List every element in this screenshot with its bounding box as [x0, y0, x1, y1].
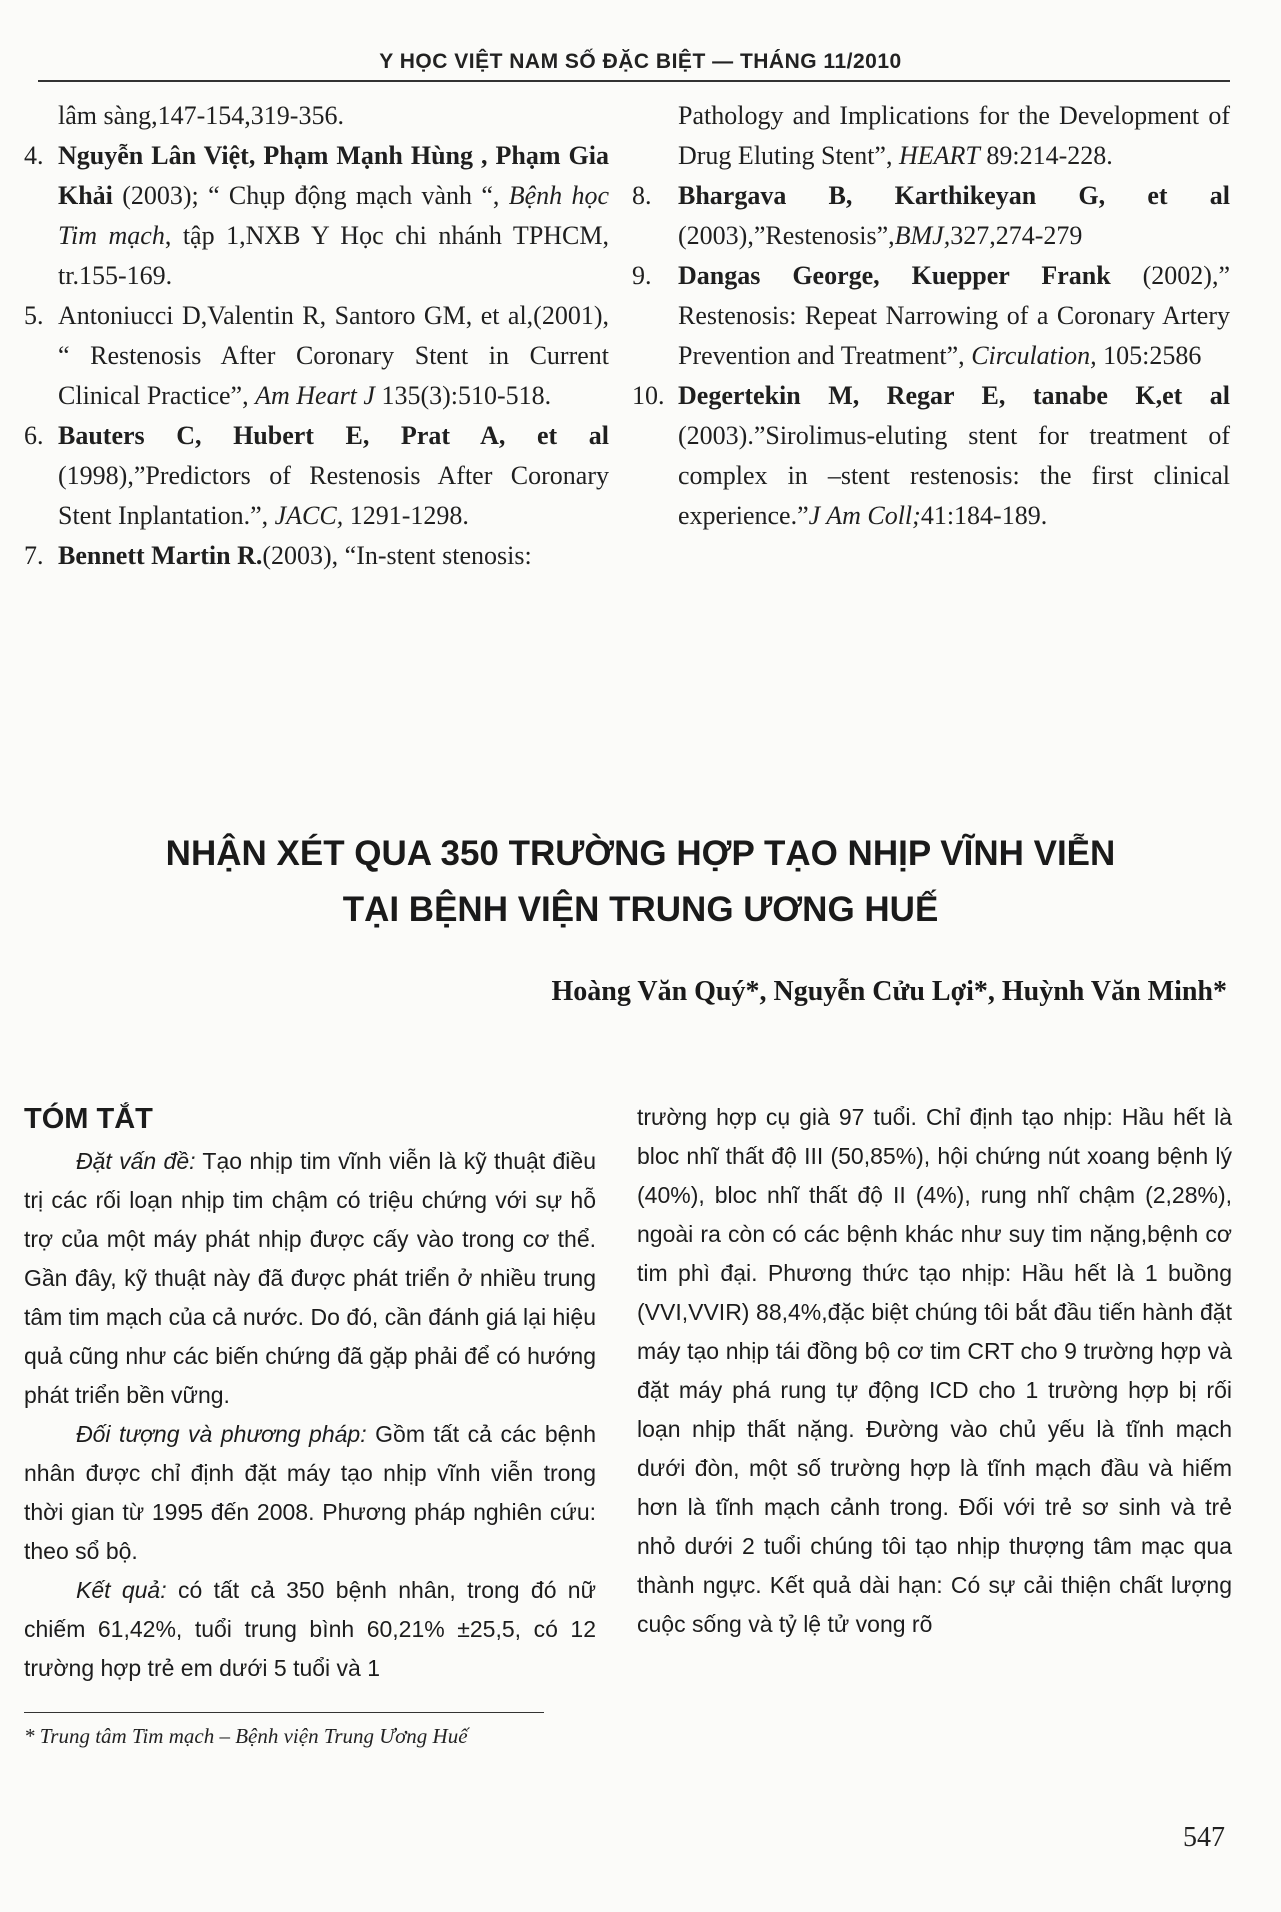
abstract-paragraph: [24, 1415, 596, 1571]
footnote-rule: [24, 1712, 544, 1713]
abstract-left-column: [24, 1098, 596, 1688]
paragraph-lead: Đặt vấn đề:: [76, 1148, 196, 1174]
reference-journal: Circulation,: [971, 341, 1097, 370]
reference-item: [632, 176, 1230, 256]
reference-journal: Am Heart J: [255, 381, 375, 410]
reference-text: (2003); “ Chụp động mạch vành “,: [112, 181, 509, 210]
affiliation-footnote: * Trung tâm Tim mạch – Bệnh viện Trung Ương Huế: [24, 1724, 468, 1748]
article-title-line-2: TẠI BỆNH VIỆN TRUNG ƯƠNG HUẾ: [342, 890, 939, 929]
page-number: 547: [1183, 1822, 1225, 1853]
reference-authors: Bhargava B, Karthikeyan G, et al: [678, 181, 1230, 210]
reference-text: (2003),”Restenosis”,: [678, 221, 895, 250]
reference-tail: , tập 1,NXB Y Học chi nhánh TPHCM, tr.155-169.: [58, 221, 610, 290]
reference-number: 7.: [24, 541, 44, 570]
reference-journal: JACC,: [274, 501, 344, 530]
reference-journal: Bệnh học Tim mạch: [58, 181, 609, 250]
reference-number: 4.: [24, 141, 44, 170]
reference-authors: Nguyễn Lân Việt, Phạm Mạnh Hùng , Phạm Gia Khải: [58, 141, 609, 210]
reference-number: 6.: [24, 421, 44, 450]
reference-tail: 327,274-279: [950, 221, 1083, 250]
paragraph-lead: Đối tượng và phương pháp:: [76, 1421, 367, 1447]
reference-journal: HEART: [898, 141, 980, 170]
abstract-paragraph: [24, 1142, 596, 1415]
reference-text: Pathology and Implications for the Development of Drug Eluting Stent”,: [678, 101, 1230, 170]
reference-text: lâm sàng,147-154,319-356.: [58, 101, 344, 130]
paragraph-text: Gồm tất cả các bệnh nhân được chỉ định đặt máy tạo nhịp vĩnh viễn trong thời gian từ 1995 đến 2008. Phương pháp nghiên cứu: theo sổ bộ.: [24, 1421, 596, 1564]
reference-tail: 1291-1298.: [343, 501, 469, 530]
reference-text: (2003), “In-stent stenosis:: [262, 541, 532, 570]
reference-number: 8.: [632, 181, 652, 210]
paragraph-lead: Kết quả:: [76, 1577, 167, 1603]
reference-tail: 105:2586: [1096, 341, 1202, 370]
reference-item: [24, 416, 609, 536]
running-head: Y HỌC VIỆT NAM SỐ ĐẶC BIỆT — THÁNG 11/2010: [379, 50, 902, 73]
abstract-paragraph: [24, 1571, 596, 1688]
reference-journal: J Am Coll;: [808, 501, 921, 530]
reference-text: (2002),” Restenosis: Repeat Narrowing of a Coronary Artery Prevention and Treatment”,: [678, 261, 1231, 370]
article-title-line-1: NHẬN XÉT QUA 350 TRƯỜNG HỢP TẠO NHỊP VĨNH VIỄN: [165, 834, 1116, 873]
reference-item: [632, 256, 1230, 376]
reference-number: 5.: [24, 301, 44, 330]
article-authors: Hoàng Văn Quý*, Nguyễn Cửu Lợi*, Huỳnh Văn Minh*: [551, 976, 1227, 1007]
paragraph-text: có tất cả 350 bệnh nhân, trong đó nữ chiếm 61,42%, tuổi trung bình 60,21% ±25,5, có 12 trường hợp trẻ em dưới 5 tuổi và 1: [24, 1577, 596, 1681]
article-title: [0, 826, 1281, 938]
abstract-right-column: [637, 1098, 1232, 1644]
reference-tail: 135(3):510-518.: [374, 381, 552, 410]
reference-authors: Degertekin M, Regar E, tanabe K,et al: [678, 381, 1230, 410]
reference-item: [24, 96, 609, 136]
reference-authors: Bennett Martin R.: [58, 541, 263, 570]
reference-authors: Dangas George, Kuepper Frank: [678, 261, 1111, 290]
abstract-heading: TÓM TẮT: [24, 1103, 153, 1135]
reference-item: [24, 296, 609, 416]
reference-number: 9.: [632, 261, 652, 290]
reference-item: [24, 536, 609, 576]
reference-tail: 89:214-228.: [979, 141, 1113, 170]
reference-tail: 41:184-189.: [920, 501, 1048, 530]
reference-authors: Bauters C, Hubert E, Prat A, et al: [58, 421, 609, 450]
reference-text: Antoniucci D,Valentin R, Santoro GM, et al,(2001), “ Restenosis After Coronary Stent in Current Clinical Practice”,: [58, 301, 609, 410]
reference-item: [632, 376, 1230, 536]
reference-item: [632, 96, 1230, 176]
paragraph-text: Tạo nhịp tim vĩnh viễn là kỹ thuật điều trị các rối loạn nhịp tim chậm có triệu chứng với sự hỗ trợ của một máy phát nhịp được cấy vào trong cơ thể. Gần đây, kỹ thuật này đã được phát triển ở nhiều trung tâm tim mạch của cả nước. Do đó, cần đánh giá lại hiệu quả cũng như các biến chứng đã gặp phải để có hướng phát triển bền vững.: [24, 1148, 596, 1408]
references-left-column: [24, 96, 609, 576]
header-rule: [38, 80, 1230, 82]
reference-journal: BMJ,: [894, 221, 951, 250]
reference-text: (2003).”Sirolimus-eluting stent for treatment of complex in –stent restenosis: the first clinical experience.”: [678, 421, 1230, 530]
reference-number: 10.: [632, 381, 665, 410]
reference-item: [24, 136, 609, 296]
abstract-paragraph: trường hợp cụ già 97 tuổi. Chỉ định tạo nhịp: Hầu hết là bloc nhĩ thất độ III (50,85%), hội chứng nút xoang bệnh lý (40%), bloc nhĩ thất độ II (4%), rung nhĩ chậm (2,28%), ngoài ra còn có các bệnh khác như suy tim nặng,bệnh cơ tim phì đại. Phương thức tạo nhịp: Hầu hết là 1 buồng (VVI,VVIR) 88,4%,đặc biệt chúng tôi bắt đầu tiến hành đặt máy tạo nhịp tái đồng bộ cơ tim CRT cho 9 trường hợp và đặt máy phá rung tự động ICD cho 1 trường hợp bị rối loạn nhịp thất nặng. Đường vào chủ yếu là tĩnh mạch dưới đòn, một số trường hợp là tĩnh mạch đầu và hiếm hơn là tĩnh mạch cảnh trong. Đối với trẻ sơ sinh và trẻ nhỏ dưới 2 tuổi chúng tôi tạo nhịp thượng tâm mạc qua thành ngực. Kết quả dài hạn: Có sự cải thiện chất lượng cuộc sống và tỷ lệ tử vong rõ: [637, 1104, 1232, 1637]
reference-text: (1998),”Predictors of Restenosis After Coronary Stent Inplantation.”,: [58, 461, 609, 530]
references-right-column: [632, 96, 1230, 536]
